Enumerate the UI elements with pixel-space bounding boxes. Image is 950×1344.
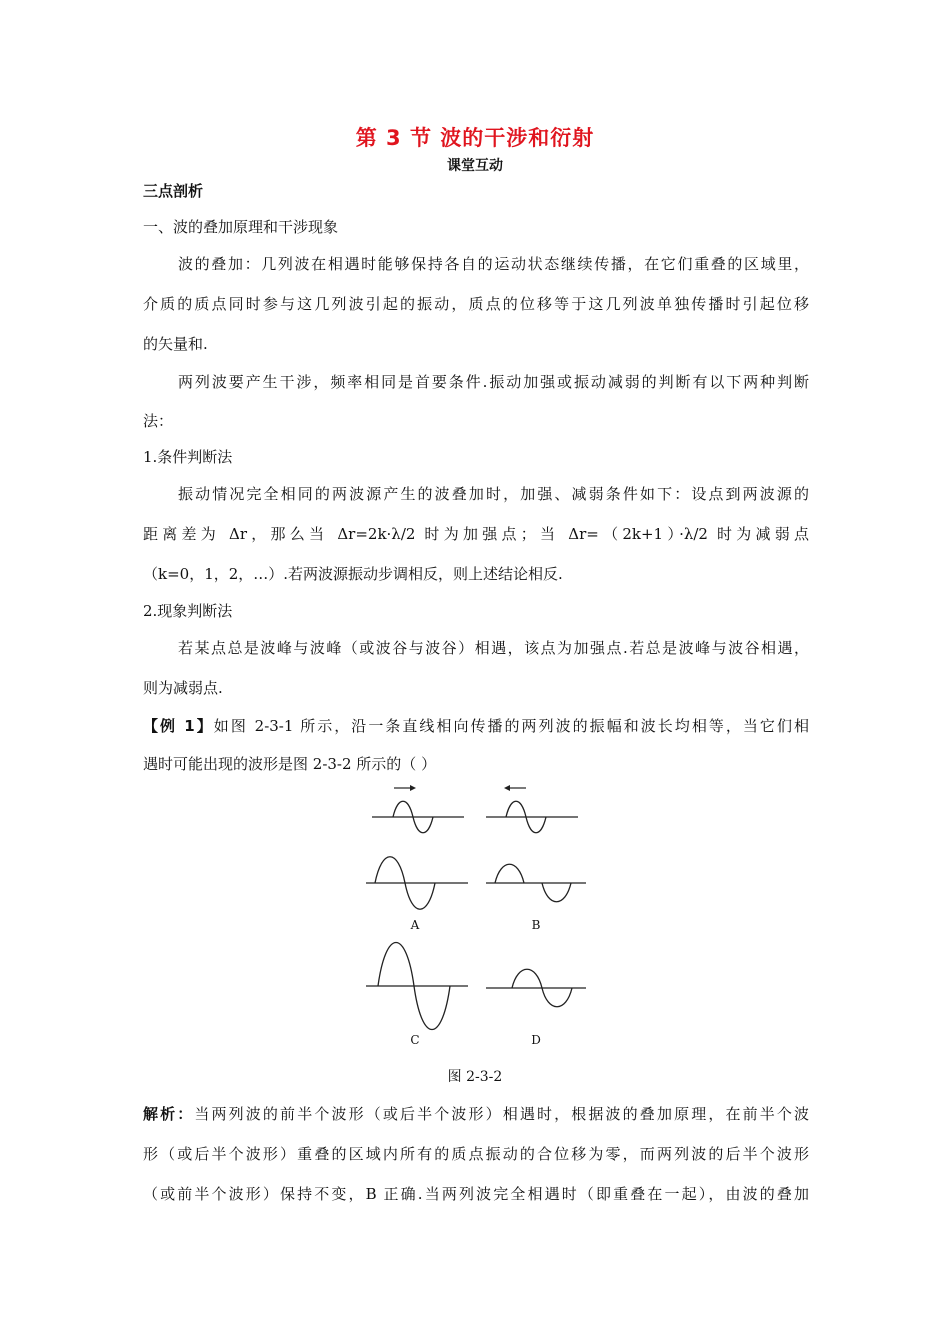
example-tag: 【例 1】 [143,717,214,735]
method-1-heading: 1.条件判断法 [143,448,233,466]
wave-option-d [486,969,586,1007]
paragraph-condition-line: （k=0，1，2，…）.若两波源振动步调相反，则上述结论相反. [143,565,563,583]
wave-option-a [366,857,468,910]
option-label-d: D [531,1033,541,1047]
page-title: 第 3 节 波的干涉和衍射 [355,126,595,150]
paragraph-interference-line: 两列波要产生干涉，频率相同是首要条件.振动加强或振动减弱的判断有以下两种判断 [178,373,809,391]
option-label-c: C [410,1033,420,1047]
option-label-a: A [410,918,420,932]
paragraph-phenomenon-line: 若某点总是波峰与波峰（或波谷与波谷）相遇，该点为加强点.若总是波峰与波谷相遇， [178,639,809,657]
example-line [143,715,809,736]
method-2-heading: 2.现象判断法 [143,602,233,620]
incoming-wave-left [372,801,464,833]
paragraph-interference-line: 法： [143,412,174,430]
example-line: 遇时可能出现的波形是图 2-3-2 所示的（ ） [143,755,437,773]
analysis-tag: 解析： [143,1105,195,1123]
analysis-text: 当两列波的前半个波形（或后半个波形）相遇时，根据波的叠加原理，在前半个波 [194,1105,809,1123]
option-label-b: B [531,918,541,932]
wave-figure [360,778,600,1058]
paragraph-condition-line: 距离差为 Δr，那么当 Δr=2k·λ/2 时为加强点；当 Δr=（2k+1）·λ/2 时为减弱点 [143,525,809,543]
wave-option-c [366,943,468,1030]
example-text: 如图 2-3-1 所示，沿一条直线相向传播的两列波的振幅和波长均相等，当它们相 [213,717,809,735]
analysis-line: （或前半个波形）保持不变，B 正确.当两列波完全相遇时（即重叠在一起），由波的叠加 [143,1185,809,1203]
left-arrow-icon [504,785,526,791]
paragraph-superposition-line: 的矢量和. [143,335,208,353]
paragraph-superposition-line: 波的叠加：几列波在相遇时能够保持各自的运动状态继续传播，在它们重叠的区域里， [178,255,809,273]
analysis-line [143,1103,809,1124]
paragraph-phenomenon-line: 则为减弱点. [143,679,223,697]
page-subtitle: 课堂互动 [447,158,503,174]
wave-option-b [486,864,586,902]
figure-caption: 图 2-3-2 [447,1069,503,1085]
paragraph-condition-line: 振动情况完全相同的两波源产生的波叠加时，加强、减弱条件如下：设点到两波源的 [178,485,809,503]
incoming-wave-right [486,801,578,833]
section-heading: 三点剖析 [143,182,204,200]
paragraph-superposition-line: 介质的质点同时参与这几列波引起的振动，质点的位移等于这几列波单独传播时引起位移 [143,295,809,313]
right-arrow-icon [394,785,416,791]
section-1-heading: 一、波的叠加原理和干涉现象 [143,218,339,236]
analysis-line: 形（或后半个波形）重叠的区域内所有的质点振动的合位移为零，而两列波的后半个波形 [143,1145,809,1163]
